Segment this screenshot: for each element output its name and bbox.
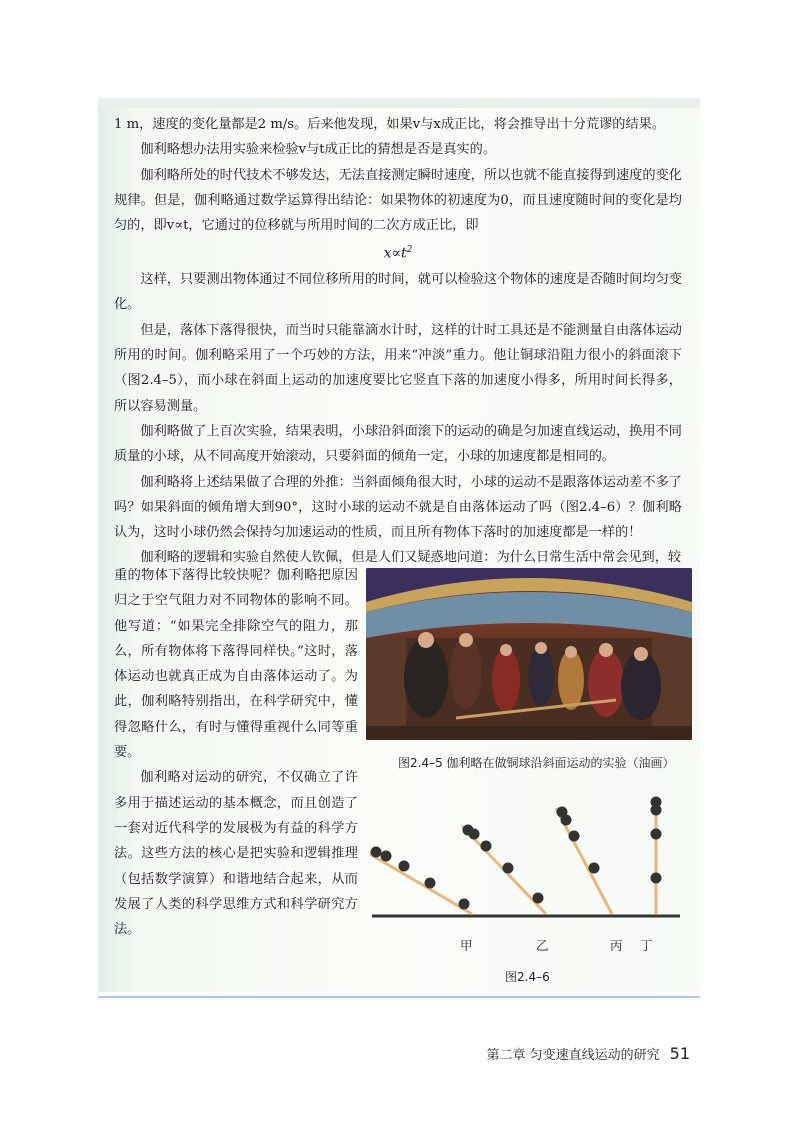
paragraph: 伽利略所处的时代技术不够发达，无法直接测定瞬时速度，所以也就不能直接得到速度的变化规律。但是，伽利略通过数学运算得出结论：如果物体的初速度为0，而且速度随时间的变化是均匀的，即v∝t，它通过的位移就与所用时间的二次方成正比，即 [114, 167, 682, 234]
paragraph: 伽利略对运动的研究，不仅确立了许多用于描述运动的基本概念，而且创造了一套对近代科学的发展极为有益的科学方法。这些方法的核心是把实验和逻辑推理（包括数学演算）和谐地结合起来，从而发展了人类的科学思维方式和科学研究方法。 [114, 770, 358, 938]
paragraph: 伽利略做了上百次实验，结果表明，小球沿斜面滚下的运动的确是匀加速直线运动，换用不同质量的小球，从不同高度开始滚动，只要斜面的倾角一定，小球的加速度都是相同的。 [114, 423, 682, 465]
paragraph: 伽利略将上述结果做了合理的外推：当斜面倾角很大时，小球的运动不是跟落体运动差不多了吗？如果斜面的倾角增大到90°，这时小球的运动不就是自由落体运动了吗（图2.4–6）？伽利略认为，这时小球仍然会保持匀加速运动的性质，而且所有物体下落时的加速度都是一样的！ [114, 474, 682, 541]
paragraph: 1 m，速度的变化量都是2 m/s。后来他发现，如果v与x成正比，将会推导出十分荒谬的结果。 [114, 117, 666, 132]
paragraph: 伽利略的逻辑和实验自然使人钦佩，但是人们又疑惑地问道：为什么日常生活中常会见到，较 [140, 550, 682, 566]
paragraph: 重的物体下落得比较快呢？伽利略把原因归之于空气阻力对不同物体的影响不同。他写道：“如果完全排除空气的阻力，那么，所有物体将下落得同样快。”这时，落体运动也就真正成为自由落体运动了。为此，伽利略特别指出，在科学研究中，懂得忽略什么，有时与懂得重视什么同等重要。 [114, 568, 358, 761]
figure-6-label-bing: 丙 [610, 938, 623, 953]
formula-exponent: 2 [406, 245, 413, 256]
ball-group [371, 797, 662, 910]
chapter-title: 第二章 匀变速直线运动的研究 [486, 1048, 660, 1063]
page-number: 51 [669, 1044, 690, 1063]
figure-6-caption: 图2.4–6 [505, 970, 550, 984]
incline-diagram [366, 796, 692, 926]
figure-5-caption: 图2.4–5 伽利略在做铜球沿斜面运动的实验（油画） [398, 756, 675, 770]
galileo-painting-image [366, 568, 692, 740]
formula-base: x∝t [383, 246, 407, 263]
formula [114, 238, 682, 267]
footer-rule [98, 996, 700, 998]
paragraph: 但是，落体下落得很快，而当时只能靠滴水计时，这样的计时工具还是不能测量自由落体运动所用的时间。伽利略采用了一个巧妙的方法，用来“冲淡”重力。他让铜球沿阻力很小的斜面滚下（图2.4–5），而小球在斜面上运动的加速度要比它竖直下落的加速度小得多，所用时间长得多，所以容易测量。 [114, 322, 682, 414]
figure-6-label-yi: 乙 [536, 938, 549, 953]
left-text-column [114, 563, 358, 942]
figure-6-label-ding: 丁 [640, 938, 653, 953]
figure-6-incline-diagram [366, 796, 692, 966]
page-footer [487, 1044, 691, 1063]
paragraph: 这样，只要测出物体通过不同位移所用的时间，就可以检验这个物体的速度是否随时间均匀变化。 [114, 272, 682, 313]
main-text-column [114, 112, 682, 571]
painting-illustration [366, 568, 692, 740]
figure-6-label-jia: 甲 [460, 938, 473, 953]
paragraph: 伽利略想办法用实验来检验v与t成正比的猜想是否是真实的。 [140, 142, 497, 158]
